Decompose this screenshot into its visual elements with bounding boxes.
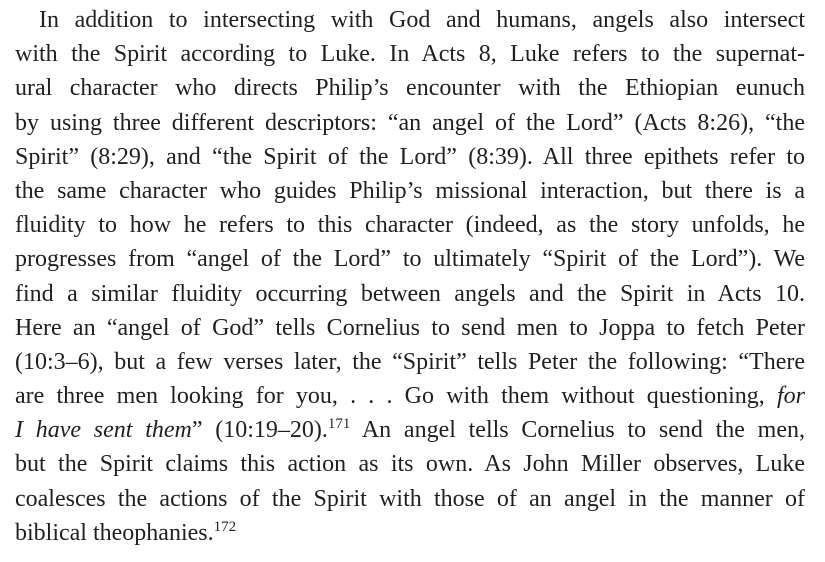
text-run: (10:3–6), but a few verses later, the “Spirit” tells Peter the following: “There: [15, 348, 805, 375]
text-run: progresses from “angel of the Lord” to ultimately “Spirit of the Lord”). We: [15, 246, 805, 273]
italic-text: for: [776, 383, 805, 410]
text-line: [15, 345, 805, 379]
text-run: the same character who guides Philip’s missional interaction, but there is a: [15, 177, 805, 204]
text-run: An angel tells Cornelius to send the men,: [350, 417, 806, 444]
text-line: [15, 516, 805, 550]
text-run: coalesces the actions of the Spirit with those of an angel in the manner of: [15, 485, 805, 512]
text-run: biblical theophanies.: [15, 519, 214, 546]
text-run: but the Spirit claims this action as its own. As John Miller observes, Luke: [15, 451, 805, 478]
footnote-marker[interactable]: 171: [327, 416, 351, 433]
text-run: with the Spirit according to Luke. In Acts 8, Luke refers to the supernat-: [15, 41, 805, 68]
text-line: [15, 413, 805, 447]
footnote-marker[interactable]: 172: [213, 518, 237, 535]
italic-text: I have sent them: [15, 417, 192, 444]
text-line: [15, 311, 805, 345]
text-line: [15, 482, 805, 516]
text-run: ” (10:19–20).: [191, 417, 328, 444]
text-run: In addition to intersecting with God and humans, angels also intersect: [39, 7, 805, 33]
text-run: by using three different descriptors: “an angel of the Lord” (Acts 8:26), “the: [15, 109, 805, 136]
text-run: ural character who directs Philip’s encounter with the Ethiopian eunuch: [15, 75, 805, 102]
text-run: Spirit” (8:29), and “the Spirit of the Lord” (8:39). All three epithets refer to: [15, 143, 805, 170]
text-line: [15, 242, 805, 276]
text-run: Here an “angel of God” tells Cornelius to send men to Joppa to fetch Peter: [15, 314, 805, 341]
text-line: [15, 379, 805, 413]
text-run: are three men looking for you, . . . Go with them without questioning,: [15, 383, 777, 410]
text-line: [15, 3, 805, 37]
text-line: [15, 208, 805, 242]
text-line: [15, 140, 805, 174]
text-line: [15, 447, 805, 481]
text-run: find a similar fluidity occurring between angels and the Spirit in Acts 10.: [15, 280, 805, 307]
text-line: [15, 37, 805, 71]
text-run: fluidity to how he refers to this character (indeed, as the story unfolds, he: [15, 212, 805, 239]
text-line: [15, 277, 805, 311]
text-line: [15, 174, 805, 208]
text-line: [15, 106, 805, 140]
text-line: [15, 71, 805, 105]
body-paragraph: [15, 3, 805, 550]
